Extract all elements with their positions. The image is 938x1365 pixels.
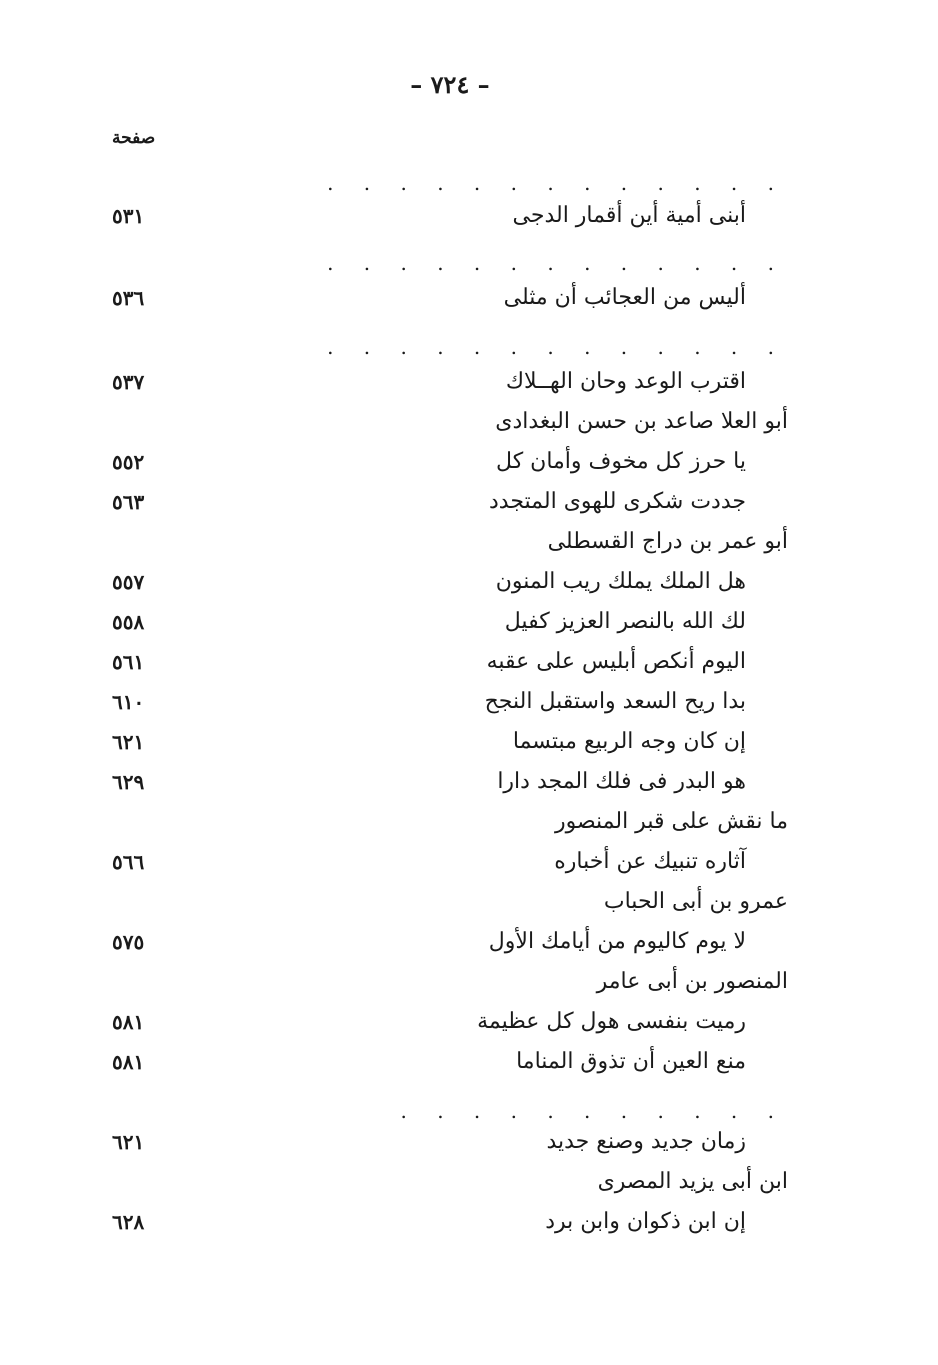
entry-text: ابن أبى يزيد المصرى <box>597 1169 788 1194</box>
index-entry <box>0 196 938 236</box>
entry-text: أبو العلا صاعد بن حسن البغدادى <box>495 409 788 434</box>
index-entry <box>0 642 938 682</box>
ellipsis-dots: . . . . . . . . . . . . . <box>327 251 786 275</box>
index-entry <box>0 682 938 722</box>
entry-text: عمرو بن أبى الحباب <box>603 889 788 914</box>
entry-text: اليوم أنكص أبليس على عقبه <box>486 649 746 674</box>
page-ref: ٥٣٦ <box>112 286 145 310</box>
page-ref: ٥٥٧ <box>112 570 145 594</box>
page-ref: ٥٨١ <box>112 1050 145 1074</box>
author-heading <box>0 882 938 922</box>
author-heading <box>0 802 938 842</box>
page-ref: ٦٢٨ <box>112 1210 145 1234</box>
page-ref: ٥٦١ <box>112 650 145 674</box>
entry-text: لا يوم كاليوم من أيامك الأول <box>488 929 746 954</box>
entry-text: أليس من العجائب أن مثلى <box>503 285 746 310</box>
entry-text: آثاره تنبيك عن أخباره <box>554 849 746 874</box>
index-list <box>0 166 938 1286</box>
column-header-page: صفحة <box>112 128 156 148</box>
entry-text: هو البدر فى فلك المجد دارا <box>497 769 746 794</box>
index-entry <box>0 482 938 522</box>
page-ref: ٦١٠ <box>112 690 145 714</box>
entry-text: بدا ريح السعد واستقبل النجح <box>484 689 746 714</box>
page-ref: ٥٣٧ <box>112 370 145 394</box>
author-heading <box>0 1162 938 1202</box>
index-entry <box>0 722 938 762</box>
index-entry <box>0 762 938 802</box>
ellipsis-dots: . . . . . . . . . . . <box>400 1099 786 1123</box>
index-entry <box>0 562 938 602</box>
entry-text: ما نقش على قبر المنصور <box>554 809 788 834</box>
ellipsis-dots: . . . . . . . . . . . . . <box>327 335 786 359</box>
ellipsis-dots: . . . . . . . . . . . . . <box>327 171 786 195</box>
index-entry <box>0 442 938 482</box>
page-number: – ٧٢٤ – <box>410 70 490 99</box>
entry-text: أبو عمر بن دراج القسطلى <box>547 529 788 554</box>
index-entry <box>0 1122 938 1162</box>
page-ref: ٥٥٨ <box>112 610 145 634</box>
entry-text: لك الله بالنصر العزيز كفيل <box>504 609 746 634</box>
entry-text: إن ابن ذكوان وابن برد <box>545 1209 746 1234</box>
page-ref: ٥٨١ <box>112 1010 145 1034</box>
index-entry <box>0 842 938 882</box>
index-entry <box>0 1002 938 1042</box>
page-ref: ٥٥٢ <box>112 450 145 474</box>
author-heading <box>0 402 938 442</box>
page-ref: ٥٧٥ <box>112 930 145 954</box>
page-ref: ٥٦٦ <box>112 850 145 874</box>
index-entry <box>0 1202 938 1242</box>
entry-text: أبنى أمية أين أقمار الدجى <box>512 203 746 228</box>
index-entry <box>0 362 938 402</box>
author-heading <box>0 962 938 1002</box>
entry-text: زمان جديد وصنع جديد <box>546 1129 746 1154</box>
entry-text: يا حرز كل مخوف وأمان كل <box>496 449 746 474</box>
index-entry <box>0 602 938 642</box>
entry-text: هل الملك يملك ريب المنون <box>495 569 746 594</box>
author-heading <box>0 522 938 562</box>
entry-text: إن كان وجه الربيع مبتسما <box>512 729 746 754</box>
page-ref: ٥٦٣ <box>112 490 145 514</box>
index-entry <box>0 278 938 318</box>
entry-text: جددت شكرى للهوى المتجدد <box>488 489 746 514</box>
page-ref: ٥٣١ <box>112 204 145 228</box>
entry-text: رميت بنفسى هول كل عظيمة <box>477 1009 746 1034</box>
index-entry <box>0 1042 938 1082</box>
entry-text: منع العين أن تذوق المناما <box>516 1049 746 1074</box>
index-entry <box>0 922 938 962</box>
entry-text: اقترب الوعد وحان الهــلاك <box>505 369 746 394</box>
page-ref: ٦٢١ <box>112 730 145 754</box>
entry-text: المنصور بن أبى عامر <box>596 969 788 994</box>
page-ref: ٦٢٩ <box>112 770 145 794</box>
page-ref: ٦٢١ <box>112 1130 145 1154</box>
